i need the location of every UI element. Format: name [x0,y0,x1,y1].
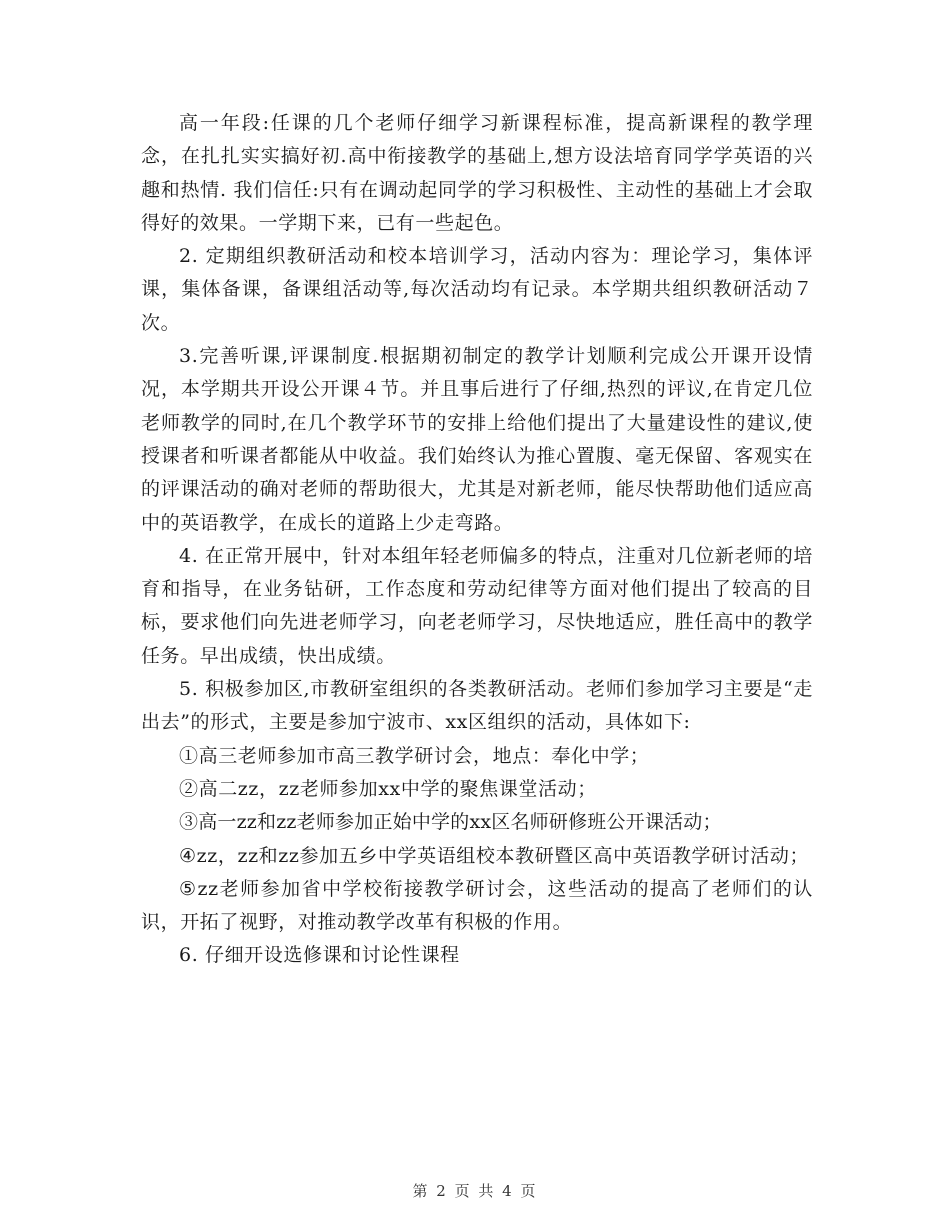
list-item-circled-1: ①高三老师参加市高三教学研讨会，地点：奉化中学； [179,744,650,767]
list-item-circled-4: ④zz，zz和zz参加五乡中学英语组校本教研暨区高中英语教学研讨活动； [179,844,810,867]
paragraph-item-6: 6. 仔细开设选修课和讨论性课程 [179,944,460,967]
paragraph-item-2: 2. 定期组织教研活动和校本培训学习，活动内容为：理论学习，集体评课，集体备课，备课组活动等,每次活动均有记录。本学期共组织教研活动７次。 [141,245,813,334]
paragraph-item-4: 4. 在正常开展中，针对本组年轻老师偏多的特点，注重对几位新老师的培育和指导，在业务钻研，工作态度和劳动纪律等方面对他们提出了较高的目标，要求他们向先进老师学习，向老老师学习，尽快地适应，胜任高中的教学任务。早出成绩，快出成绩。 [141,544,813,667]
list-item-circled-3: ③高一zz和zz老师参加正始中学的xx区名师研修班公开课活动； [179,811,722,834]
paragraph-item-3: 3.完善听课,评课制度.根据期初制定的教学计划顺利完成公开课开设情况，本学期共开设公开课４节。并且事后进行了仔细,热烈的评议,在肯定几位老师教学的同时,在几个教学环节的安排上给他们提出了大量建设性的建议,使授课者和听课者都能从中收益。我们始终认为推心置腹、毫无保留、客观实在的评课活动的确对老师的帮助很大，尤其是对新老师，能尽快帮助他们适应高中的英语教学，在成长的道路上少走弯路。 [141,345,813,534]
list-item-circled-5: ⑤zz老师参加省中学校衔接教学研讨会，这些活动的提高了老师们的认识，开拓了视野，对推动教学改革有积极的作用。 [141,877,813,934]
page-number-footer: 第 2 页 共 4 页 [412,1182,538,1200]
document-body [141,107,813,973]
paragraph-grade-one: 高一年段:任课的几个老师仔细学习新课程标准，提高新课程的教学理念，在扎扎实实搞好初.高中衔接教学的基础上,想方设法培育同学学英语的兴趣和热情. 我们信任:只有在调动起同学的学习积极性、主动性的基础上才会取得好的效果。一学期下来，已有一些起色。 [141,112,813,234]
paragraph-item-5: 5. 积极参加区,市教研室组织的各类教研活动。老师们参加学习主要是“走出去”的形式，主要是参加宁波市、xx区组织的活动，具体如下: [141,678,813,734]
list-item-circled-2: ②高二zz，zz老师参加xx中学的聚焦课堂活动； [179,777,597,800]
